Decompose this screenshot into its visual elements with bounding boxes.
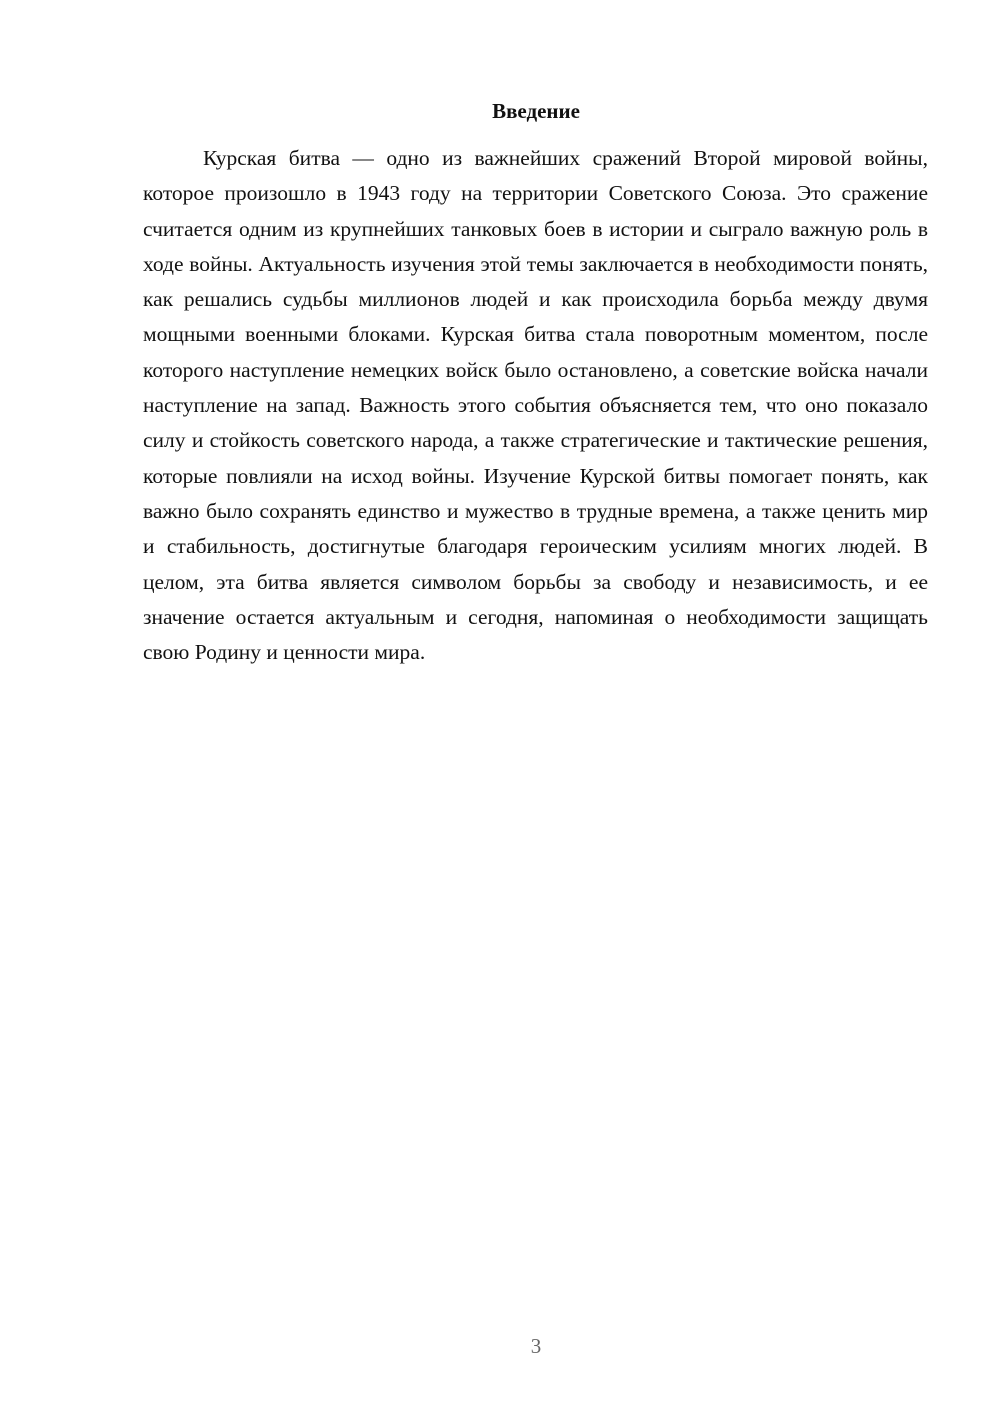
page-number: 3 — [530, 1334, 542, 1358]
body-paragraph: Курская битва — одно из важнейших сражений Второй мировой войны, которое произошло в 1943 году на территории Советского Союза. Это сражение считается одним из крупнейших танковых боев в истории и сыграло важную роль в ходе войны. Актуальность изучения этой темы заключается в необходимости понять, как решались судьбы миллионов людей и как происходила борьба между двумя мощными военными блоками. Курская битва стала поворотным моментом, после которого наступление немецких войск было остановлено, а советские войска начали наступление на запад. Важность этого события объясняется тем, что оно показало силу и стойкость советского народа, а также стратегические и тактические решения, которые повлияли на исход войны. Изучение Курской битвы помогает понять, как важно было сохранять единство и мужество в трудные времена, а также ценить мир и стабильность, достигнутые благодаря героическим усилиям многих людей. В целом, эта битва является символом борьбы за свободу и независимость, и ее значение остается актуальным и сегодня, напоминая о необходимости защищать свою Родину и ценности мира. — [143, 146, 928, 665]
section-heading: Введение — [492, 99, 580, 123]
